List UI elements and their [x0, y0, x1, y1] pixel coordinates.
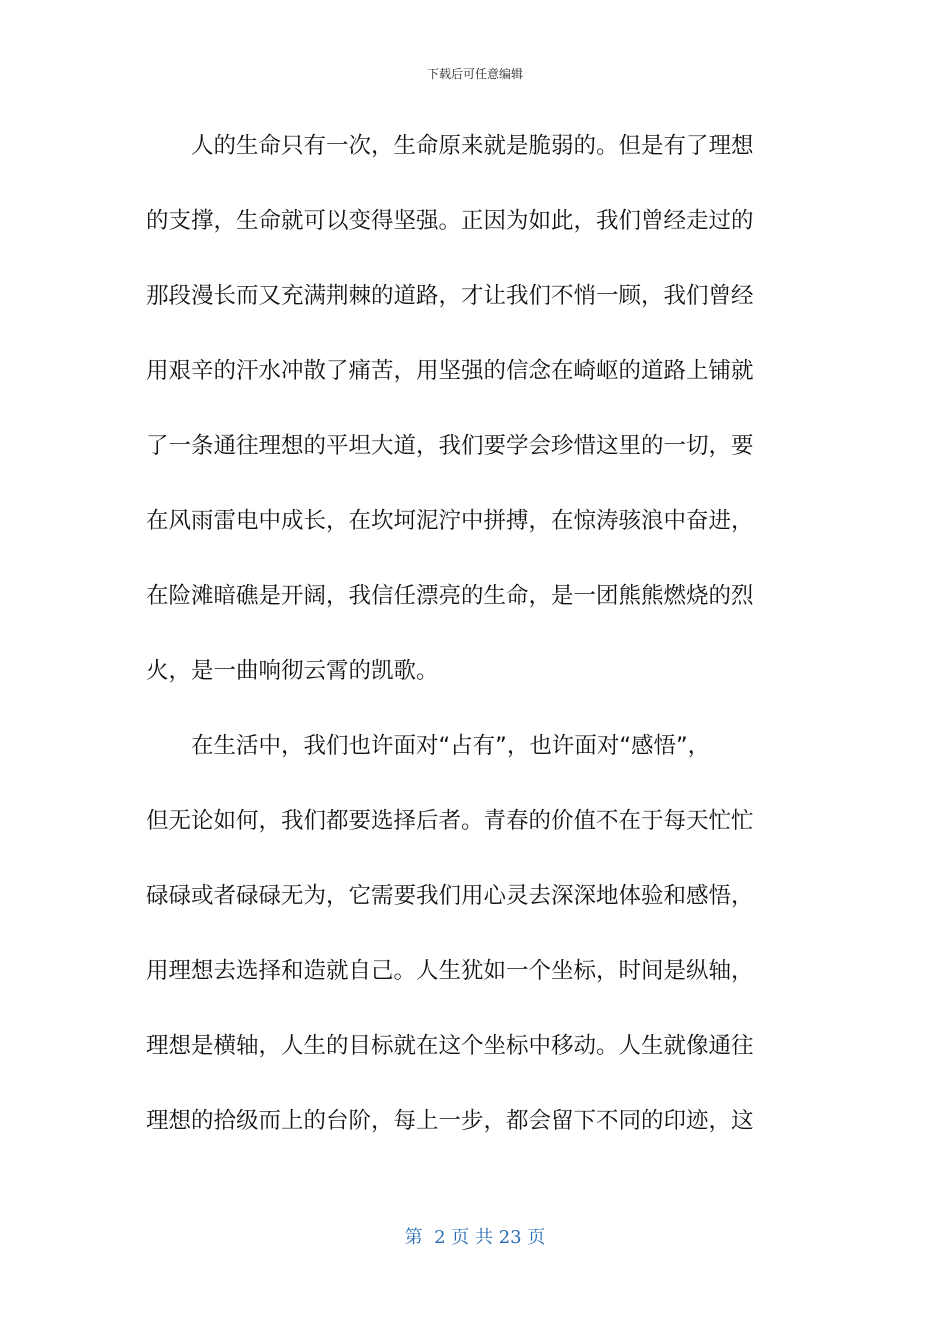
text-line: 的支撑，生命就可以变得坚强。正因为如此，我们曾经走过的	[146, 208, 754, 234]
text-line: 在生活中，我们也许面对“占有”，也许面对“感悟”，	[146, 733, 711, 759]
text-line: 理想是横轴，人生的目标就在这个坐标中移动。人生就像通往	[146, 1033, 754, 1059]
text-line: 火，是一曲响彻云霄的凯歌。	[146, 658, 439, 684]
text-line: 但无论如何，我们都要选择后者。青春的价值不在于每天忙忙	[146, 808, 754, 834]
text-line: 碌碌或者碌碌无为，它需要我们用心灵去深深地体验和感悟，	[146, 883, 754, 909]
text-line: 在险滩暗礁是开阔，我信任漂亮的生命，是一团熊熊燃烧的烈	[146, 583, 754, 609]
body-text	[146, 124, 806, 1174]
text-line: 人的生命只有一次，生命原来就是脆弱的。但是有了理想	[146, 133, 754, 159]
header-note: 下载后可任意编辑	[426, 67, 523, 81]
text-line: 了一条通往理想的平坦大道，我们要学会珍惜这里的一切，要	[146, 433, 754, 459]
text-line: 用艰辛的汗水冲散了痛苦，用坚强的信念在崎岖的道路上铺就	[146, 358, 754, 384]
text-line: 那段漫长而又充满荆棘的道路，才让我们不悄一顾，我们曾经	[146, 283, 754, 309]
text-line: 在风雨雷电中成长，在坎坷泥泞中拼搏，在惊涛骇浪中奋进，	[146, 508, 754, 534]
text-line: 理想的拾级而上的台阶，每上一步，都会留下不同的印迹，这	[146, 1108, 754, 1134]
page-number: 第 2 页 共 23 页	[404, 1227, 546, 1248]
text-line: 用理想去选择和造就自己。人生犹如一个坐标，时间是纵轴，	[146, 958, 754, 984]
